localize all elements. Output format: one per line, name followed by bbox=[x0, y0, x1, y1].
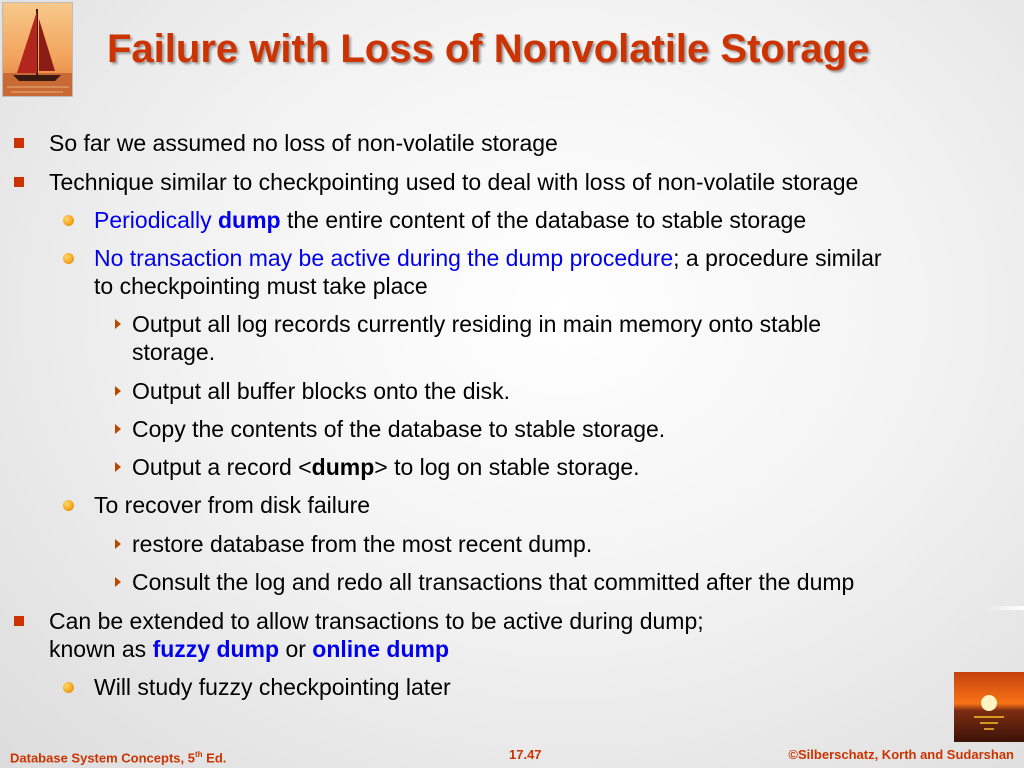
step-output-log-cont: storage. bbox=[132, 339, 216, 365]
page-title: Failure with Loss of Nonvolatile Storage bbox=[107, 27, 870, 71]
square-bullet-icon bbox=[14, 616, 24, 626]
arrow-bullet-icon bbox=[115, 539, 121, 549]
footer-edition-sup: th bbox=[194, 750, 203, 759]
known-as-text: known as bbox=[49, 636, 153, 662]
dump-record-term: dump bbox=[311, 454, 375, 480]
step-copy-contents: Copy the contents of the database to stable storage. bbox=[132, 416, 666, 442]
online-dump-term: online dump bbox=[312, 636, 450, 662]
fuzzy-dump-term: fuzzy dump bbox=[152, 636, 280, 662]
periodically-text: Periodically bbox=[94, 207, 212, 233]
or-text: or bbox=[279, 636, 313, 662]
sub-bullet-fuzzy: Will study fuzzy checkpointing later bbox=[94, 674, 451, 700]
no-transaction-text: No transaction may be active during the dump procedure bbox=[94, 245, 674, 271]
footer-book-title-text: Database System Concepts, 5 bbox=[10, 750, 195, 766]
square-bullet-icon bbox=[14, 177, 24, 187]
bullet-1: So far we assumed no loss of non-volatile storage bbox=[49, 130, 558, 156]
arrow-bullet-icon bbox=[115, 386, 121, 396]
sub-bullet-recover: To recover from disk failure bbox=[94, 492, 371, 518]
bullet-3-cont bbox=[49, 635, 449, 663]
circle-bullet-icon bbox=[63, 215, 74, 226]
footer-edition-text: Ed. bbox=[202, 750, 227, 766]
bullet-3: Can be extended to allow transactions to be active during dump; bbox=[49, 608, 704, 634]
step-restore: restore database from the most recent dump. bbox=[132, 531, 593, 557]
arrow-bullet-icon bbox=[115, 577, 121, 587]
sunset-image-icon bbox=[954, 672, 1024, 742]
circle-bullet-icon bbox=[63, 500, 74, 511]
arrow-bullet-icon bbox=[115, 462, 121, 472]
sailboat-logo-icon bbox=[2, 2, 73, 97]
record-suffix: > to log on stable storage. bbox=[374, 454, 640, 480]
step-output-log: Output all log records currently residing in main memory onto stable bbox=[132, 311, 822, 337]
procedure-similar-text: ; a procedure similar bbox=[673, 245, 882, 271]
step-redo: Consult the log and redo all transactions that committed after the dump bbox=[132, 569, 855, 595]
dump-term: dump bbox=[218, 207, 281, 233]
sub-bullet-no-transaction bbox=[94, 244, 882, 272]
square-bullet-icon bbox=[14, 138, 24, 148]
circle-bullet-icon bbox=[63, 253, 74, 264]
sub-bullet-dump bbox=[94, 206, 806, 234]
footer-book-title bbox=[10, 747, 226, 766]
sub-bullet-no-transaction-cont: to checkpointing must take place bbox=[94, 273, 428, 299]
footer-copyright: ©Silberschatz, Korth and Sudarshan bbox=[788, 747, 1014, 762]
step-output-buffers: Output all buffer blocks onto the disk. bbox=[132, 378, 511, 404]
dump-description: the entire content of the database to stable storage bbox=[280, 207, 807, 233]
circle-bullet-icon bbox=[63, 682, 74, 693]
arrow-bullet-icon bbox=[115, 424, 121, 434]
footer-page-number: 17.47 bbox=[509, 747, 542, 762]
step-output-record bbox=[132, 453, 640, 481]
decorative-divider bbox=[984, 606, 1024, 610]
record-prefix: Output a record < bbox=[132, 454, 312, 480]
bullet-2: Technique similar to checkpointing used to deal with loss of non-volatile storage bbox=[49, 169, 859, 195]
arrow-bullet-icon bbox=[115, 319, 121, 329]
